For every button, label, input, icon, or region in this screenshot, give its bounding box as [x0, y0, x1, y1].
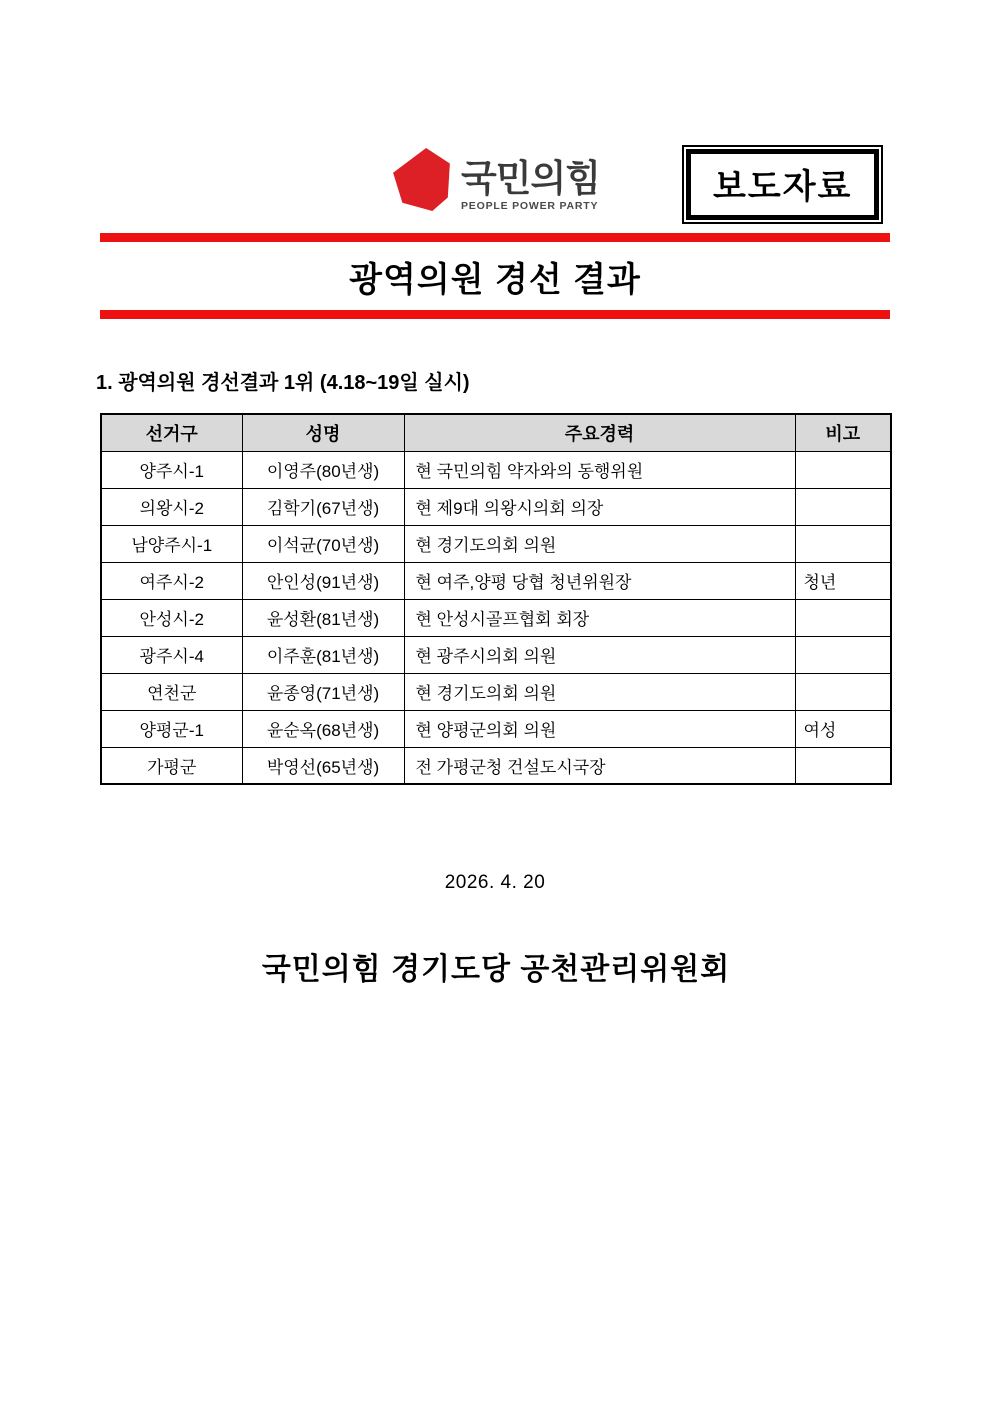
table-cell: 이영주(80년생) [242, 451, 404, 488]
table-row [101, 636, 891, 673]
table-cell: 윤성환(81년생) [242, 599, 404, 636]
press-release-badge [682, 145, 883, 224]
table-cell: 현 제9대 의왕시의회 의장 [404, 488, 795, 525]
table-cell: 이석균(70년생) [242, 525, 404, 562]
table-cell: 양주시-1 [101, 451, 242, 488]
page-title: 광역의원 경선 결과 [349, 260, 641, 299]
table-cell: 여성 [795, 710, 891, 747]
title-rule-bottom [100, 310, 890, 319]
table-cell: 가평군 [101, 747, 242, 784]
table-cell: 이주훈(81년생) [242, 636, 404, 673]
table-cell: 현 국민의힘 약자와의 동행위원 [404, 451, 795, 488]
table-cell: 윤종영(71년생) [242, 673, 404, 710]
table-cell: 현 안성시골프협회 회장 [404, 599, 795, 636]
table-row [101, 673, 891, 710]
table-row [101, 451, 891, 488]
table-row [101, 710, 891, 747]
table-cell [795, 599, 891, 636]
table-row [101, 488, 891, 525]
table-cell: 윤순옥(68년생) [242, 710, 404, 747]
table-cell [795, 636, 891, 673]
table-cell [795, 488, 891, 525]
party-subtitle: PEOPLE POWER PARTY [461, 200, 599, 212]
document-date: 2026. 4. 20 [444, 872, 546, 893]
table-cell: 연천군 [101, 673, 242, 710]
table-cell: 현 양평군의회 의원 [404, 710, 795, 747]
table-cell: 현 여주,양평 당협 청년위원장 [404, 562, 795, 599]
table-header-cell: 선거구 [101, 414, 242, 451]
table-header-cell: 비고 [795, 414, 891, 451]
table-cell: 김학기(67년생) [242, 488, 404, 525]
table-row [101, 525, 891, 562]
table-cell: 의왕시-2 [101, 488, 242, 525]
party-logo [393, 148, 600, 212]
table-row [101, 599, 891, 636]
party-logo-text [461, 148, 600, 212]
table-cell: 전 가평군청 건설도시국장 [404, 747, 795, 784]
table-header-row [101, 414, 891, 451]
primary-results-table [100, 413, 892, 785]
party-name: 국민의힘 [461, 158, 600, 199]
table-row [101, 747, 891, 784]
table-cell: 양평군-1 [101, 710, 242, 747]
title-rule-top [100, 233, 890, 242]
table-cell: 박영선(65년생) [242, 747, 404, 784]
table-cell: 남양주시-1 [101, 525, 242, 562]
table-header [101, 414, 891, 451]
party-logo-mark-icon [393, 148, 451, 212]
issuing-committee: 국민의힘 경기도당 공천관리위원회 [261, 953, 731, 986]
table-cell: 안인성(91년생) [242, 562, 404, 599]
table-cell: 청년 [795, 562, 891, 599]
table-cell: 여주시-2 [101, 562, 242, 599]
table-cell: 현 광주시의회 의원 [404, 636, 795, 673]
section-heading: 1. 광역의원 경선결과 1위 (4.18~19일 실시) [96, 372, 470, 394]
table-cell [795, 747, 891, 784]
table-cell: 현 경기도의회 의원 [404, 525, 795, 562]
table-body [101, 451, 891, 784]
table-header-cell: 주요경력 [404, 414, 795, 451]
table-cell: 현 경기도의회 의원 [404, 673, 795, 710]
table-cell [795, 673, 891, 710]
table-cell: 안성시-2 [101, 599, 242, 636]
table-cell [795, 525, 891, 562]
press-release-badge-label: 보도자료 [686, 149, 879, 220]
table-cell: 광주시-4 [101, 636, 242, 673]
table-cell [795, 451, 891, 488]
table-header-cell: 성명 [242, 414, 404, 451]
table-row [101, 562, 891, 599]
